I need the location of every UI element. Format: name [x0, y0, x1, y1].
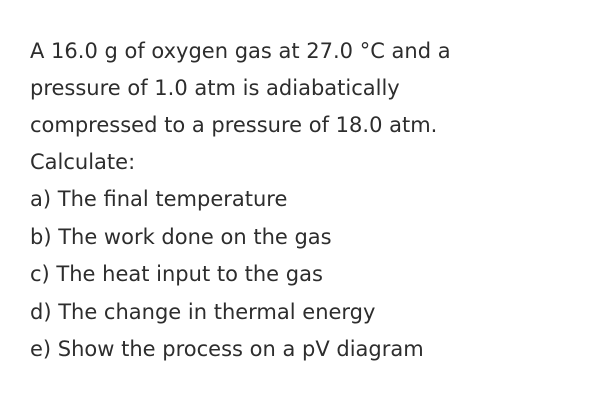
- intro-line-2: pressure of 1.0 atm is adiabatically: [30, 76, 400, 100]
- question-part-a: a) The final temperature: [30, 187, 288, 211]
- question-part-d: d) The change in thermal energy: [30, 299, 376, 324]
- calculate-label: Calculate:: [30, 150, 136, 174]
- problem-statement: [30, 33, 590, 369]
- question-part-c: c) The heat input to the gas: [30, 262, 323, 286]
- question-parts-list: [30, 181, 590, 369]
- intro-line-3: compressed to a pressure of 18.0 atm.: [30, 113, 438, 137]
- intro-line-1: A 16.0 g of oxygen gas at 27.0 °C and a: [30, 39, 451, 63]
- question-part-e: e) Show the process on a pV diagram: [30, 337, 424, 361]
- question-part-b: b) The work done on the gas: [30, 224, 332, 249]
